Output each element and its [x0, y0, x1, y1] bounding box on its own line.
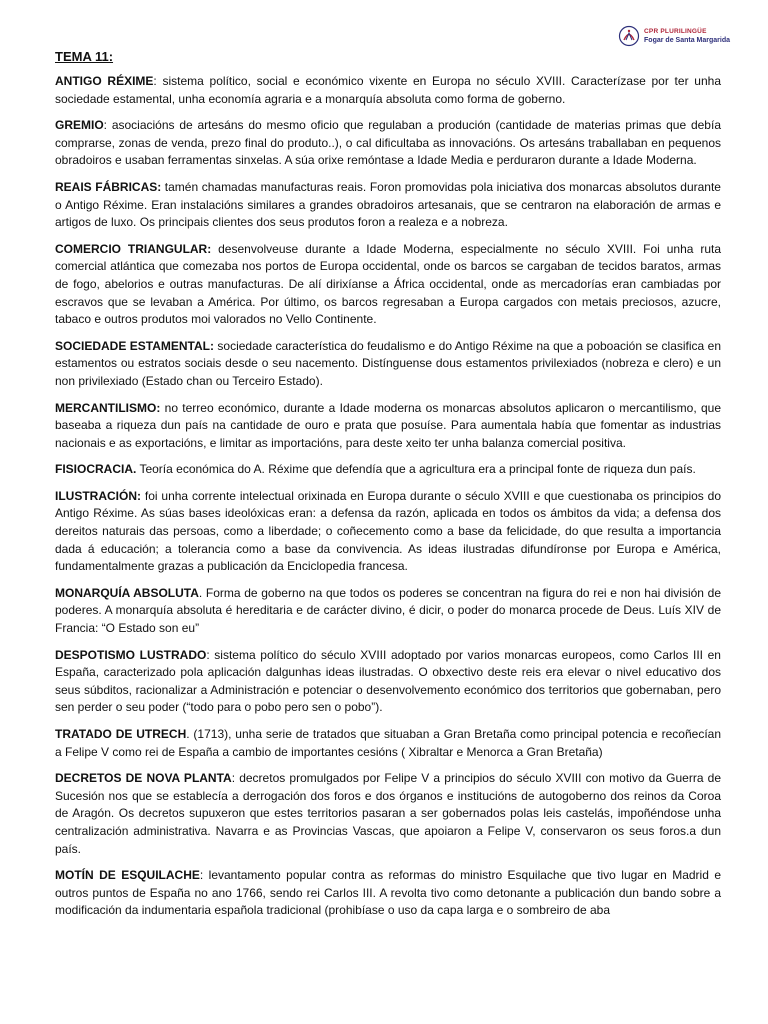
entry-term: ANTIGO RÉXIME — [55, 74, 154, 88]
entry-despotismo-lustrado — [55, 647, 721, 717]
logo-line-1: CPR PLURILINGÜE — [644, 28, 707, 35]
entry-term: MERCANTILISMO: — [55, 400, 161, 415]
document-body — [55, 48, 721, 929]
entry-sociedade-estamental — [55, 338, 721, 391]
entry-monarquia-absoluta — [55, 585, 721, 638]
entry-term: SOCIEDADE ESTAMENTAL: — [55, 338, 214, 353]
entry-definition: : sistema político do século XVIII adoptado por varios monarcas europeos, como Carlos III en España, caracterizado pola aplicación dalgunhas ideas ilustradas. O obxectivo deste reis era elevar o nivel educativo dos seus súbditos, racionalizar a Administración e potenciar o desenvolvemento económico dos territorios que gobernaban, pero sen perder o seu poder (“todo para o pobo pero sen o pobo”). — [55, 647, 721, 715]
entry-definition: : sistema político, social e económico vixente en Europa no século XVIII. Caracterízase por ter unha sociedade estamental, unha economía agraria e a monarquía absoluta como forma de goberno. — [55, 74, 721, 106]
school-emblem-icon — [618, 25, 640, 47]
entry-definition: . (1713), unha serie de tratados que situaban a Gran Bretaña como principal potencia e recoñecían a Felipe V como rei de España a cambio de importantes cesións ( Xibraltar e Menorca a Gran Bretaña) — [55, 727, 721, 759]
entry-tratado-de-utrech — [55, 726, 721, 761]
entry-motin-de-esquilache — [55, 867, 721, 920]
entry-term: FISIOCRACIA. — [55, 462, 137, 477]
entry-ilustracion — [55, 488, 721, 576]
entry-term: ILUSTRACIÓN: — [55, 488, 141, 503]
entry-definition: sociedade característica do feudalismo e do Antigo Réxime na que a poboación se clasifica en estamentos ou estratos sociais desde o seu nacemento. Distínguense dous estamentos privilexiados (nobreza e clero) e un non privilexiado (Estado chan ou Terceiro Estado). — [55, 338, 722, 388]
entry-definition: no terreo económico, durante a Idade moderna os monarcas absolutos aplicaron o mercantilismo, que baseaba a riqueza dun país na cantidade de ouro e prata que posuíse. Para aumentala había que fomentar as industrias nacionais e as exportacións, e limitar as importacións, para deste xeito ter unha balanza comercial positiva. — [55, 400, 721, 450]
entry-antigo-rexime — [55, 73, 721, 108]
entry-definition: tamén chamadas manufacturas reais. Foron promovidas pola iniciativa dos monarcas absolutos durante o Antigo Réxime. Eran instalacións similares a grandes obradoiros artesanais, que se centraron na elaboración de armas e artigos de luxo. Os principais clientes dos seus produtos foron a realeza e a nobreza. — [55, 179, 721, 230]
entry-fisiocracia — [55, 461, 721, 479]
entry-term: TRATADO DE UTRECH — [55, 727, 187, 741]
entry-gremio — [55, 117, 721, 170]
school-logo — [618, 25, 730, 47]
entry-term: COMERCIO TRIANGULAR: — [55, 241, 212, 256]
logo-line-2: Fogar de Santa Margarida — [644, 37, 730, 44]
entry-mercantilismo — [55, 400, 721, 453]
entry-definition: . Forma de goberno na que todos os poderes se concentran na figura do rei e non hai división de poderes. A monarquía absoluta é hereditaria e de carácter divino, é dicir, o poder do monarca procede de Deus. Luís XIV de Francia: “O Estado son eu” — [55, 585, 722, 636]
entry-definition: : asociacións de artesáns do mesmo oficio que regulaban a produción (cantidade de materias primas que debía comprarse, zonas de venda, prezo final do produto..), o cal dificultaba as innovacións. Os artesáns traballaban en pequenos obradoiros e usaban ferramentas sinxelas. A súa orixe remóntase a Idade Media e perduraron durante a Idade Moderna. — [55, 118, 721, 168]
entry-term: MOTÍN DE ESQUILACHE — [55, 868, 200, 883]
entry-definition: : decretos promulgados por Felipe V a principios do século XVIII con motivo da Guerra de Sucesión nos que se establecía a derrogación dos foros e dos órganos e institucións de autogoberno dos reinos da Coroa de Aragón. Os decretos supuxeron que estes territorios pasaran a ser gobernados polas leis castelás, impoñéndose unha centralización administrativa. Navarra e as Provincias Vascas, que apoiaron a Felipe V, conservaron os seus foros.a dun país. — [55, 771, 722, 856]
entry-comercio-triangular — [55, 241, 721, 329]
entry-definition: : levantamento popular contra as reformas do ministro Esquilache que tivo lugar en Madrid e outros puntos de España no ano 1766, sendo rei Carlos III. A revolta tivo como detonante a publicación dun bando sobre a modificación da indumentaria española tradicional (prohibíase o uso da capa larga e o sombreiro de aba — [55, 868, 721, 918]
entry-reais-fabricas — [55, 179, 721, 232]
entry-term: GREMIO — [55, 118, 104, 133]
entry-decretos-nova-planta — [55, 770, 721, 858]
entry-definition: desenvolveuse durante a Idade Moderna, especialmente no século XVIII. Foi unha ruta comercial atlántica que comezaba nos portos de Europa occidental, onde os barcos se cargaban de tecidos baratos, armas de fogo, abelorios e outras manufacturas. De alí dirixíanse a África occidental, onde as mercadorías eran cambiadas por escravos que se levaban a América. Por último, os barcos regresaban a Europa cargados con metais preciosos, azucre, tabaco e outros produtos moi valorados no Vello Continente. — [55, 241, 722, 327]
entry-term: DESPOTISMO LUSTRADO — [55, 647, 207, 662]
topic-heading: TEMA 11: — [55, 49, 114, 64]
entry-definition: foi unha corrente intelectual orixinada en Europa durante o século XVIII e que cuestionaba os principios do Antigo Réxime. As súas bases ideolóxicas eran: a defensa da razón, aplicada en todos os ámbitos da vida; a defensa dos dereitos naturais das persoas, como a liberdade; o coñecemento como a base da felicidade, do que resulta a importancia dada á educación; a tolerancia como a base da convivencia. As ideas ilustradas difundíronse por Europa e América, fundamentalmente grazas a publicación da Enciclopedia francesa. — [55, 488, 721, 574]
entry-term: REAIS FÁBRICAS: — [55, 179, 162, 194]
entry-term: MONARQUÍA ABSOLUTA — [55, 585, 199, 600]
entry-definition: Teoría económica do A. Réxime que defendía que a agricultura era a principal fonte de riqueza dun país. — [136, 462, 696, 477]
entry-term: DECRETOS DE NOVA PLANTA — [55, 771, 232, 786]
